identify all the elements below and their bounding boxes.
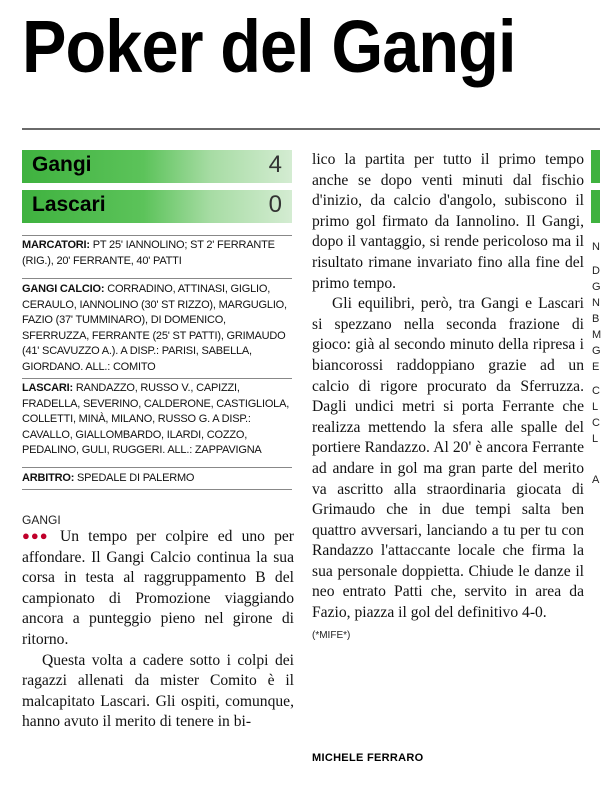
article-paragraph: Gli equilibri, però, tra Gangi e Lascari si spezzano nella seconda frazione di gioco: già al secondo minuto della ripresa i biancorossi raddoppiano grazie ad un calcio di rigore procurato da Sferruzza. Dagli undici metri si porta Ferrante che realizza mettendo la sfera alle spalle del portiere Randazzo. Al 20' è ancora Ferrante ad andare in gol ma gran parte del merito va ascritto alla straordinaria giocata di Grimaudo che in due tempi salta ben quattro avversari, lanciando a tu per tu con Randazzo l'attaccante locale che firma la sua personale doppietta. Chiude le danze il neo entrato Patti che, servito in area da Fazio, piazza il gol del definitivo 4-0. xyxy=(312,295,584,622)
bullet-dots-icon: ●●● xyxy=(22,528,49,543)
dateline: GANGI xyxy=(22,513,61,527)
scorers-text: PT 25' IANNOLINO; ST 2' FERRANTE (RIG.), 20' FERRANTE, 40' PATTI xyxy=(22,239,275,267)
scoreboard-row-home xyxy=(22,150,292,183)
signoff: (*MIFE*) xyxy=(312,629,351,641)
edge-letter: D xyxy=(592,265,600,277)
away-lineup-text: RANDAZZO, RUSSO V., CAPIZZI, FRADELLA, SEVERINO, CALDERONE, CASTIGLIOLA, COLLETTI, MINÀ, MILANO, RUSSO G. A DISP.: CAVALLO, GIALLOMBARDO, ILARDI, COZZO, PEDALINO, GULI, RUGGERI. ALL.: ZAPPAVIGNA xyxy=(22,382,290,457)
edge-letter: C xyxy=(592,417,600,429)
edge-letter: L xyxy=(592,401,599,413)
edge-letter: N xyxy=(592,241,600,253)
edge-score-tab xyxy=(591,190,600,223)
edge-letter: N xyxy=(592,297,600,309)
home-lineup-label: GANGI CALCIO: xyxy=(22,283,105,295)
headline: Poker del Gangi xyxy=(22,5,516,88)
edge-letter: B xyxy=(592,313,600,325)
facts-separator xyxy=(22,489,292,490)
referee-text: SPEDALE DI PALERMO xyxy=(77,472,195,484)
article-paragraph: Un tempo per colpire ed uno per affondare. Il Gangi Calcio continua la sua corsa in testa al raggruppamento B del campionato di Promozione viaggiando ancora a punteggio pieno nel girone di ritorno. xyxy=(22,528,294,648)
article-paragraph: Questa volta a cadere sotto i colpi dei ragazzi allenati da mister Comito è il malcapitato Lascari. Gli ospiti, comunque, hanno avuto il merito di tenere in bi- xyxy=(22,651,294,731)
home-team-score: 4 xyxy=(268,151,282,178)
article-column-1 xyxy=(22,527,294,733)
home-lineup-box xyxy=(22,282,292,376)
home-lineup-text: CORRADINO, ATTINASI, GIGLIO, CERAULO, IANNOLINO (30' ST RIZZO), MARGUGLIO, FAZIO (37' TUMMINARO), DI DOMENICO, SFERRUZZA, FERRANTE (25' ST PATTI), GRIMAUDO (41' SCAVUZZO A.). A DISP.: PARISI, SABELLA, GIORDANO. ALL.: COMITO xyxy=(22,283,287,373)
edge-letter: E xyxy=(592,361,600,373)
facts-separator xyxy=(22,378,292,379)
scorers-box xyxy=(22,238,292,269)
facts-separator xyxy=(22,278,292,279)
away-lineup-box xyxy=(22,381,292,459)
edge-letter: G xyxy=(592,345,601,357)
referee-box xyxy=(22,471,292,487)
edge-letter: M xyxy=(592,329,601,341)
home-team-name: Gangi xyxy=(32,153,92,176)
edge-score-tab xyxy=(591,150,600,183)
facts-separator xyxy=(22,235,292,236)
article-column-2 xyxy=(312,150,584,646)
article-paragraph: lico la partita per tutto il primo tempo anche se dopo venti minuti dal fischio d'inizio, da calcio d'angolo, subiscono il primo gol firmato da Iannolino. Il Gangi, dopo il vantaggio, si rende pericoloso ma il risultato rimane invariato fino alla fine del primo tempo. xyxy=(312,151,584,292)
referee-label: ARBITRO: xyxy=(22,472,75,484)
edge-letter: C xyxy=(592,385,600,397)
facts-separator xyxy=(22,467,292,468)
edge-letter: L xyxy=(592,433,599,445)
headline-rule xyxy=(22,128,600,130)
edge-letter: G xyxy=(592,281,601,293)
away-team-name: Lascari xyxy=(32,193,106,216)
adjacent-article-edge xyxy=(591,150,600,790)
edge-letter: A xyxy=(592,474,600,486)
scorers-label: MARCATORI: xyxy=(22,239,90,251)
scoreboard-row-away xyxy=(22,190,292,223)
byline: MICHELE FERRARO xyxy=(312,752,424,764)
away-lineup-label: LASCARI: xyxy=(22,382,73,394)
away-team-score: 0 xyxy=(268,191,282,218)
